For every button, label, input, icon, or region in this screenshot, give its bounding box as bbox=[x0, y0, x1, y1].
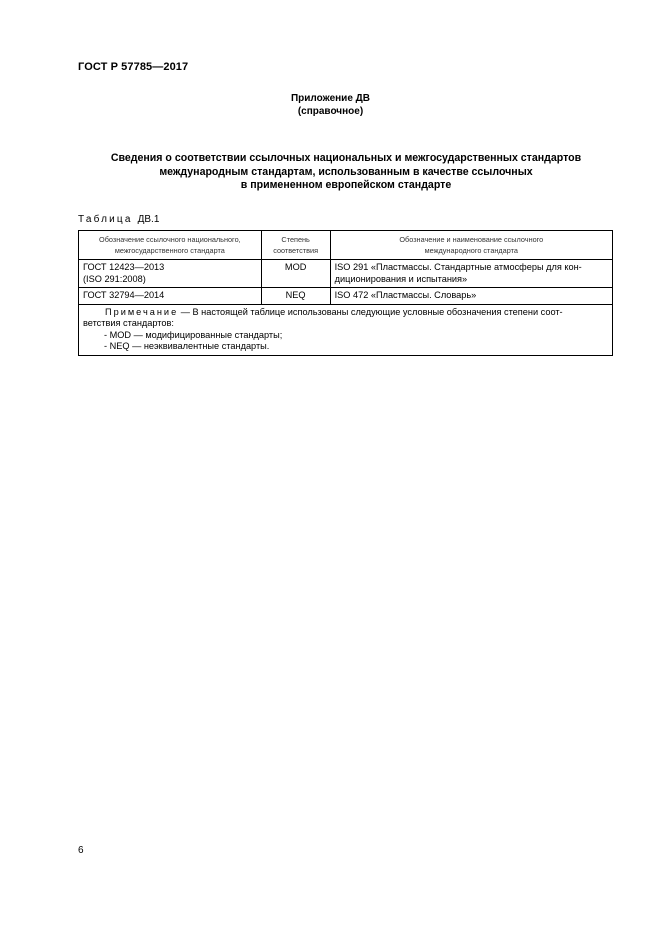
international-standard-cell bbox=[330, 288, 612, 305]
heading-line-3: в примененном европейском стандарте bbox=[240, 179, 452, 191]
table-caption-number: ДВ.1 bbox=[137, 214, 160, 225]
note-item-mod: - MOD — модифицированные стандарты; bbox=[104, 329, 283, 340]
table-header-row bbox=[79, 231, 613, 260]
national-standard-designation: ГОСТ 12423—2013 bbox=[83, 262, 165, 272]
table-caption-label: Таблица bbox=[78, 214, 133, 225]
header-international-standard-line-1: Обозначение и наименование ссылочного bbox=[399, 235, 544, 244]
header-national-standard-line-1: Обозначение ссылочного национального, bbox=[99, 235, 241, 244]
header-national-standard bbox=[79, 231, 262, 260]
international-standard-cell bbox=[330, 260, 612, 288]
degree-cell: MOD bbox=[261, 260, 330, 288]
note-text-line-2: ветствия стандартов: bbox=[83, 318, 174, 328]
header-degree bbox=[261, 231, 330, 260]
note-text-line-1: — В настоящей таблице использованы следующие условные обозначения степени соот- bbox=[178, 306, 563, 317]
section-heading bbox=[86, 152, 606, 193]
national-standard-designation: ГОСТ 32794—2014 bbox=[83, 290, 165, 300]
note-text bbox=[83, 307, 608, 319]
international-standard-line-1: ISO 291 «Пластмассы. Стандартные атмосферы для кон- bbox=[334, 262, 582, 272]
international-standard-line-2: диционирования и испытания» bbox=[334, 273, 468, 284]
international-standard-line-1: ISO 472 «Пластмассы. Словарь» bbox=[334, 290, 477, 300]
table-note bbox=[79, 304, 613, 355]
note-item-neq: - NEQ — неэквивалентные стандарты. bbox=[104, 341, 270, 351]
header-degree-line-1: Степень bbox=[281, 235, 310, 244]
national-standard-cell bbox=[79, 260, 262, 288]
heading-line-2: международным стандартам, использованным в качестве ссылочных bbox=[159, 165, 533, 178]
document-standard-id: ГОСТ Р 57785—2017 bbox=[78, 61, 189, 73]
table-caption bbox=[78, 214, 159, 225]
header-national-standard-line-2: межгосударственного стандарта bbox=[114, 245, 225, 255]
correspondence-table bbox=[78, 230, 613, 356]
appendix-title: Приложение ДВ bbox=[290, 93, 371, 104]
header-degree-line-2: соответствия bbox=[273, 245, 319, 255]
header-international-standard-line-2: международного стандарта bbox=[424, 245, 518, 255]
national-standard-reference: (ISO 291:2008) bbox=[83, 273, 146, 284]
heading-line-1: Сведения о соответствии ссылочных национальных и межгосударственных стандартов bbox=[110, 152, 582, 164]
appendix-kind: (справочное) bbox=[297, 106, 364, 117]
degree-cell: NEQ bbox=[261, 288, 330, 305]
table-row bbox=[79, 288, 613, 305]
table-row bbox=[79, 260, 613, 288]
header-international-standard bbox=[330, 231, 612, 260]
table-note-row bbox=[79, 304, 613, 355]
page-number: 6 bbox=[78, 845, 84, 856]
note-label: Примечание bbox=[105, 306, 179, 317]
national-standard-cell bbox=[79, 288, 262, 305]
